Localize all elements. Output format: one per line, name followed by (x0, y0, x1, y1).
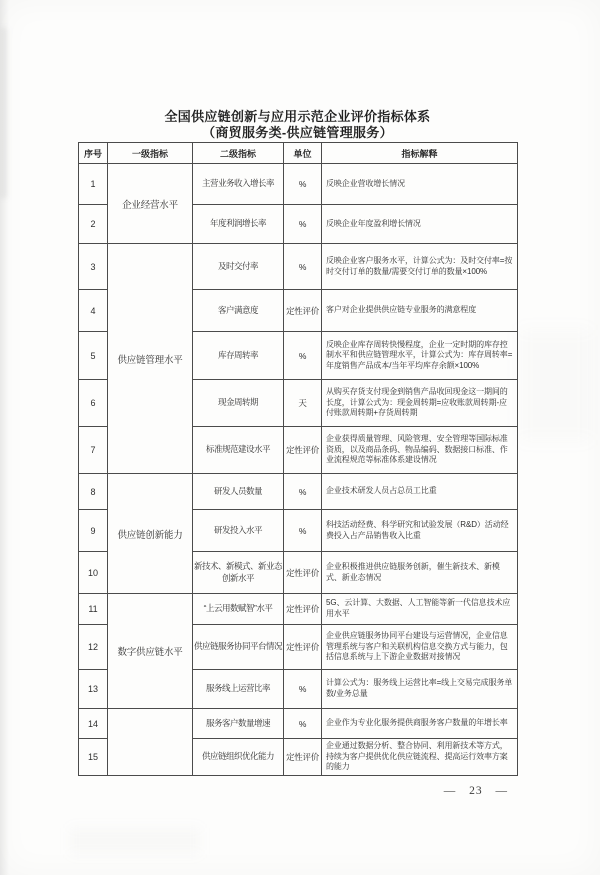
unit-cell: 定性评价 (284, 625, 322, 670)
unit-cell: 定性评价 (284, 290, 322, 332)
row-number-cell: 13 (79, 670, 108, 709)
unit-cell: % (284, 474, 322, 510)
explanation-cell: 反映企业营收增长情况 (322, 164, 518, 205)
unit-cell: % (284, 164, 322, 205)
unit-cell: 定性评价 (284, 427, 322, 474)
indicator-table (78, 142, 518, 776)
column-header-level1: 一级指标 (108, 143, 193, 164)
explanation-cell: 科技活动经费、科学研究和试验发展（R&D）活动经费投入占产品销售收入比重 (322, 510, 518, 552)
level2-indicator-cell: 供应链服务协同平台情况 (193, 625, 284, 670)
unit-cell: % (284, 670, 322, 709)
level2-indicator-cell: 现金周转期 (193, 380, 284, 427)
unit-cell: % (284, 709, 322, 739)
title-line-1: 全国供应链创新与应用示范企业评价指标体系 (164, 109, 431, 124)
row-number-cell: 12 (79, 625, 108, 670)
row-number-cell: 7 (79, 427, 108, 474)
row-number-cell: 2 (79, 205, 108, 244)
table-row (79, 594, 518, 625)
unit-cell: 定性评价 (284, 594, 322, 625)
scan-smudge (70, 828, 200, 854)
level2-indicator-cell: 年度利润增长率 (193, 205, 284, 244)
row-number-cell: 3 (79, 244, 108, 290)
document-title (78, 109, 517, 140)
row-number-cell: 6 (79, 380, 108, 427)
row-number-cell: 9 (79, 510, 108, 552)
explanation-cell: 从购买存货支付现金到销售产品收回现金这一期间的长度，计算公式为：现金周转期=应收账款周转期-应付账款周转期+存货周转期 (322, 380, 518, 427)
explanation-cell: 企业获得质量管理、风险管理、安全管理等国际标准资质，以及商品条码、物品编码、数据接口标准、作业流程规范等标准体系建设情况 (322, 427, 518, 474)
level1-indicator-cell: 企业经营水平 (108, 164, 193, 244)
row-number-cell: 1 (79, 164, 108, 205)
unit-cell: % (284, 205, 322, 244)
explanation-cell: 反映企业年度盈利增长情况 (322, 205, 518, 244)
level2-indicator-cell: 新技术、新模式、新业态创新水平 (193, 552, 284, 594)
table-header-row (79, 143, 518, 164)
explanation-cell: 反映企业库存周转快慢程度，企业一定时期的库存控制水平和供应链管理水平，计算公式为：库存周转率=年度销售产品成本/当年平均库存余额×100% (322, 332, 518, 380)
level2-indicator-cell: 供应链组织优化能力 (193, 739, 284, 776)
unit-cell: 天 (284, 380, 322, 427)
explanation-cell: 客户对企业提供供应链专业服务的满意程度 (322, 290, 518, 332)
explanation-cell: 企业积极推进供应链服务创新，催生新技术、新模式、新业态情况 (322, 552, 518, 594)
level1-indicator-cell: 数字供应链水平 (108, 594, 193, 709)
scan-streak-artifact (1, 28, 7, 198)
scan-smudge (520, 330, 590, 440)
explanation-cell: 计算公式为：服务线上运营比率=线上交易完成服务单数/业务总量 (322, 670, 518, 709)
row-number-cell: 11 (79, 594, 108, 625)
row-number-cell: 10 (79, 552, 108, 594)
level2-indicator-cell: 服务客户数量增速 (193, 709, 284, 739)
level2-indicator-cell: 标准规范建设水平 (193, 427, 284, 474)
explanation-cell: 5G、云计算、大数据、人工智能等新一代信息技术应用水平 (322, 594, 518, 625)
column-header-explanation: 指标解释 (322, 143, 518, 164)
level2-indicator-cell: 库存周转率 (193, 332, 284, 380)
table-row (79, 709, 518, 739)
unit-cell: % (284, 510, 322, 552)
explanation-cell: 反映企业客户服务水平，计算公式为：及时交付率=按时交付订单的数量/需要交付订单的数量×100% (322, 244, 518, 290)
level2-indicator-cell: 研发人员数量 (193, 474, 284, 510)
table-row (79, 244, 518, 290)
column-header-no: 序号 (79, 143, 108, 164)
row-number-cell: 14 (79, 709, 108, 739)
level1-indicator-cell (108, 709, 193, 776)
title-line-2: （商贸服务类-供应链管理服务） (202, 124, 393, 140)
column-header-unit: 单位 (284, 143, 322, 164)
level2-indicator-cell: “上云用数赋智”水平 (193, 594, 284, 625)
column-header-level2: 二级指标 (193, 143, 284, 164)
row-number-cell: 8 (79, 474, 108, 510)
level2-indicator-cell: 主营业务收入增长率 (193, 164, 284, 205)
indicator-table-body (79, 164, 518, 776)
explanation-cell: 企业通过数据分析、整合协同、利用新技术等方式，持续为客户提供优化供应链流程、提高运行效率方案的能力 (322, 739, 518, 776)
unit-cell: 定性评价 (284, 552, 322, 594)
explanation-cell: 企业作为专业化服务提供商服务客户数量的年增长率 (322, 709, 518, 739)
unit-cell: % (284, 244, 322, 290)
table-row (79, 164, 518, 205)
level2-indicator-cell: 及时交付率 (193, 244, 284, 290)
explanation-cell: 企业技术研发人员占总员工比重 (322, 474, 518, 510)
row-number-cell: 5 (79, 332, 108, 380)
explanation-cell: 企业供应链服务协同平台建设与运营情况，企业信息管理系统与客户和关联机构信息交换方式与能力，包括信息系统与上下游企业数据对接情况 (322, 625, 518, 670)
row-number-cell: 4 (79, 290, 108, 332)
row-number-cell: 15 (79, 739, 108, 776)
unit-cell: % (284, 332, 322, 380)
level2-indicator-cell: 客户满意度 (193, 290, 284, 332)
level1-indicator-cell: 供应链管理水平 (108, 244, 193, 474)
unit-cell: 定性评价 (284, 739, 322, 776)
table-row (79, 474, 518, 510)
level2-indicator-cell: 研发投入水平 (193, 510, 284, 552)
page-number: — 23 — (443, 785, 508, 797)
level2-indicator-cell: 服务线上运营比率 (193, 670, 284, 709)
level1-indicator-cell: 供应链创新能力 (108, 474, 193, 594)
